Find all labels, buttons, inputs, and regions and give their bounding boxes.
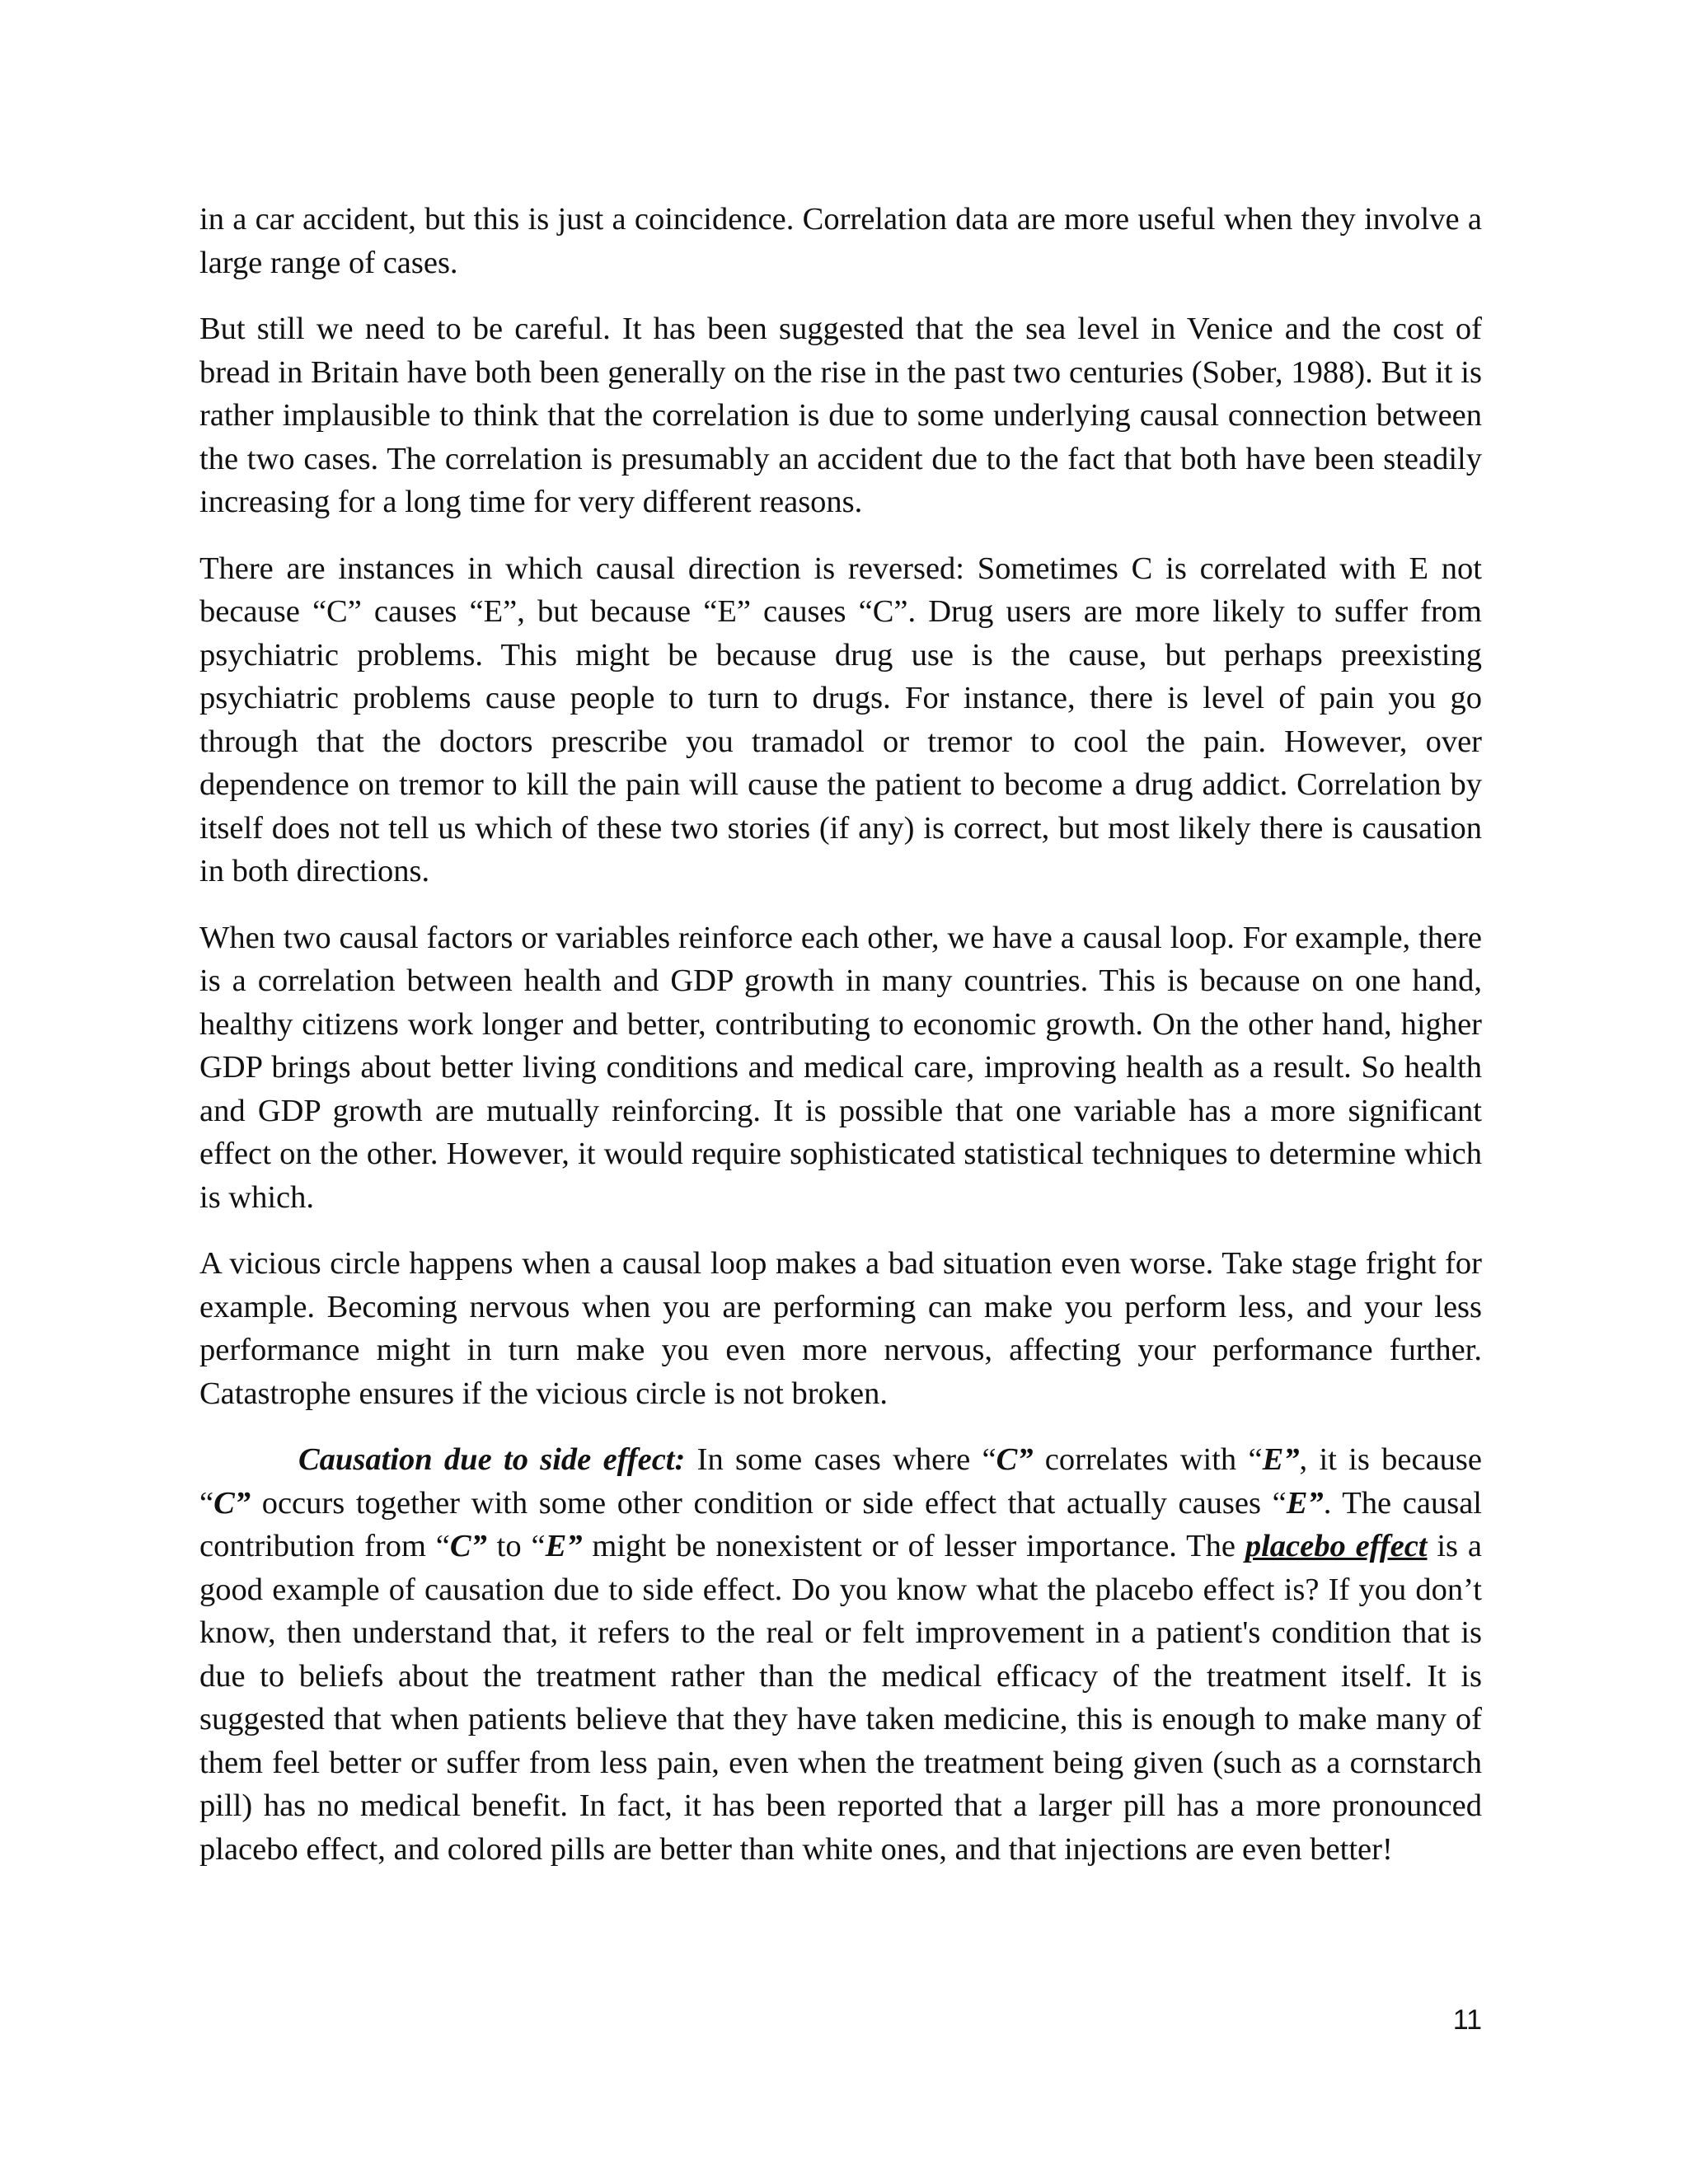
text-run: is a good example of causation due to side effect. Do you know what the placebo effect is? If you don’t know, then understand that, it refers to the real or felt improvement in a patient's condition that is due to beliefs about the treatment rather than the medical efficacy of the treatment itself. It is suggested that when patients believe that they have taken medicine, this is enough to make many of them feel better or suffer from less pain, even when the treatment being given (such as a cornstarch pill) has no medical benefit. In fact, it has been reported that a larger pill has a more pronounced placebo effect, and colored pills are better than white ones, and that injections are even better! — [199, 1529, 1482, 1867]
placebo-effect-term: placebo effect — [1245, 1529, 1428, 1563]
section-heading: Causation due to side effect: — [298, 1442, 686, 1477]
page-number: 11 — [1452, 2004, 1482, 2036]
variable-c: C” — [449, 1529, 487, 1563]
text-run: might be nonexistent or of lesser importance. The — [582, 1529, 1245, 1563]
paragraph-4: When two causal factors or variables reinforce each other, we have a causal loop. For example, there is a correlation between health and GDP growth in many countries. This is because on one hand, healthy citizens work longer and better, contributing to economic growth. On the other hand, higher GDP brings about better living conditions and medical care, improving health as a result. So health and GDP growth are mutually reinforcing. It is possible that one variable has a more significant effect on the other. However, it would require sophisticated statistical techniques to determine which is which. — [199, 920, 1482, 1215]
text-run: to “ — [486, 1529, 546, 1563]
body-text — [199, 198, 1482, 1894]
variable-e: E” — [1262, 1442, 1300, 1477]
paragraph-3: There are instances in which causal direction is reversed: Sometimes C is correlated with E not because “C” causes “E”, but because “E” causes “C”. Drug users are more likely to suffer from psychiatric problems. This might be because drug use is the cause, but perhaps preexisting psychiatric problems cause people to turn to drugs. For instance, there is level of pain you go through that the doctors prescribe you tramadol or tremor to cool the pain. However, over dependence on tremor to kill the pain will cause the patient to become a drug addict. Correlation by itself does not tell us which of these two stories (if any) is correct, but most likely there is causation in both directions. — [199, 551, 1482, 888]
variable-c: C” — [996, 1442, 1034, 1477]
paragraph-5: A vicious circle happens when a causal loop makes a bad situation even worse. Take stage fright for example. Becoming nervous when you are performing can make you perform less, and your less performance might in turn make you even more nervous, affecting your performance further. Catastrophe ensures if the vicious circle is not broken. — [199, 1246, 1482, 1411]
paragraph-6 — [199, 1438, 1482, 1871]
text-run: In some cases where “ — [685, 1442, 996, 1477]
paragraph-2: But still we need to be careful. It has been suggested that the sea level in Venice and the cost of bread in Britain have both been generally on the rise in the past two centuries (Sober, 1988). But it is rather implausible to think that the correlation is due to some underlying causal connection between the two cases. The correlation is presumably an accident due to the fact that both have been steadily increasing for a long time for very different reasons. — [199, 312, 1482, 519]
text-run: occurs together with some other condition or side effect that actually causes “ — [251, 1485, 1287, 1521]
variable-e: E” — [1286, 1485, 1324, 1521]
text-run: . The causal contribution from “ — [199, 1485, 1483, 1563]
text-run: correlates with “ — [1033, 1442, 1263, 1477]
variable-c: C” — [213, 1485, 251, 1521]
paragraph-1: in a car accident, but this is just a coincidence. Correlation data are more useful when they involve a large range of cases. — [199, 202, 1482, 280]
variable-e: E” — [545, 1529, 583, 1563]
text-run: , it is because “ — [199, 1442, 1482, 1521]
